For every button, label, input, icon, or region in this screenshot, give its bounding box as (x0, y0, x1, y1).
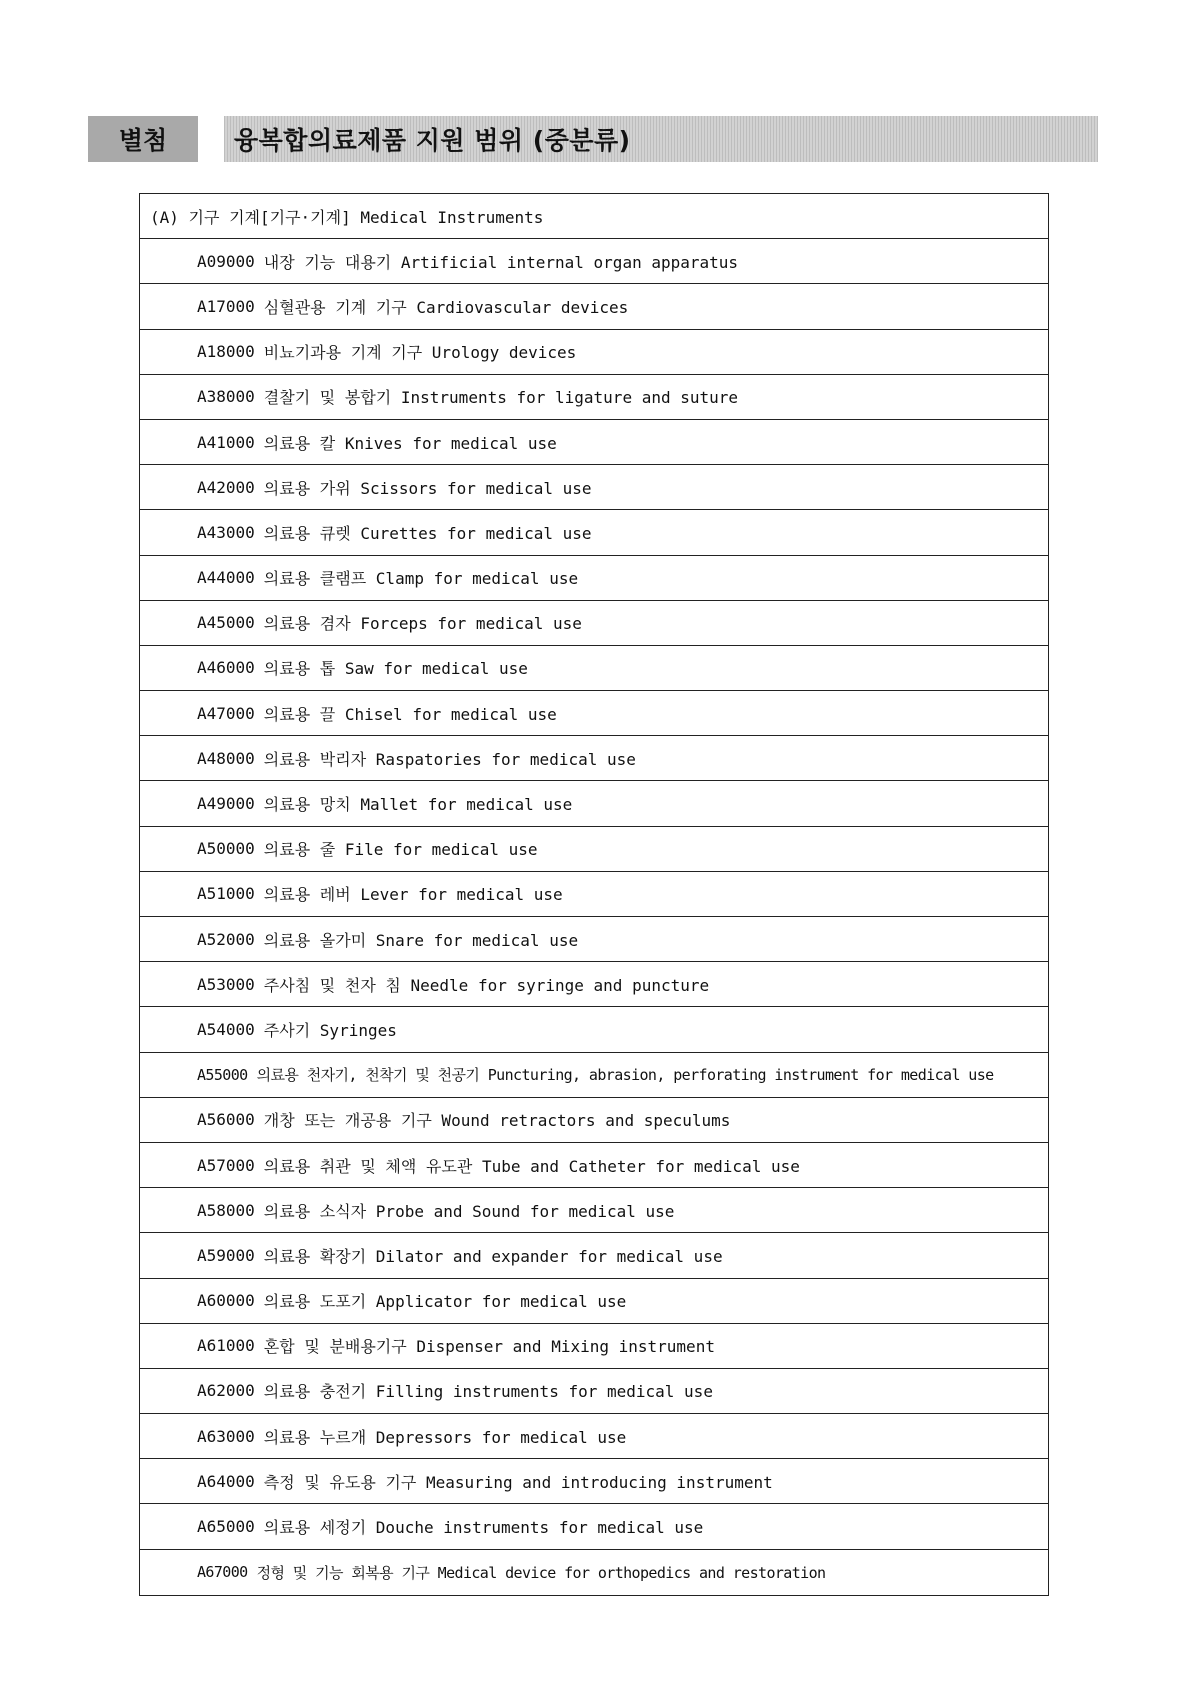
item-code: A41000 (197, 432, 255, 452)
item-label: 측정 및 유도용 기구 Measuring and introducing instrument (263, 1472, 773, 1492)
item-label: 의료용 천자기, 천착기 및 천공기 Puncturing, abrasion, perforating instrument for medical use (256, 1066, 994, 1085)
item-code: A59000 (197, 1245, 255, 1265)
item-code: A17000 (197, 296, 255, 316)
item-label: 의료용 박리자 Raspatories for medical use (263, 749, 636, 769)
item-label: 의료용 소식자 Probe and Sound for medical use (263, 1201, 675, 1221)
item-code: A38000 (197, 387, 255, 407)
table-row (140, 601, 1048, 646)
item-label: 의료용 충전기 Filling instruments for medical use (263, 1382, 713, 1402)
item-label: 의료용 확장기 Dilator and expander for medical use (263, 1246, 723, 1266)
item-code: A49000 (197, 794, 255, 814)
table-row (140, 1279, 1048, 1324)
item-label: 의료용 누르개 Depressors for medical use (263, 1427, 627, 1447)
table-row (140, 827, 1048, 872)
item-label: 의료용 취관 및 체액 유도관 Tube and Catheter for medical use (263, 1156, 800, 1176)
item-label: 주사침 및 천자 침 Needle for syringe and puncture (263, 975, 710, 995)
item-code: A61000 (197, 1336, 255, 1356)
item-code: A45000 (197, 613, 255, 633)
table-row (140, 420, 1048, 465)
item-code: A64000 (197, 1471, 255, 1491)
item-label: 혼합 및 분배용기구 Dispenser and Mixing instrument (263, 1337, 715, 1357)
item-label: 의료용 클램프 Clamp for medical use (263, 569, 579, 589)
item-label: 개창 또는 개공용 기구 Wound retractors and speculums (263, 1111, 731, 1131)
item-code: A65000 (197, 1517, 255, 1537)
item-code: A18000 (197, 342, 255, 362)
item-label: 의료용 올가미 Snare for medical use (263, 930, 579, 950)
table-row (140, 1233, 1048, 1278)
item-code: A48000 (197, 748, 255, 768)
item-label: 의료용 세정기 Douche instruments for medical use (263, 1518, 704, 1538)
table-row (140, 646, 1048, 691)
item-label: 의료용 큐렛 Curettes for medical use (263, 523, 592, 543)
item-label: 내장 기능 대용기 Artificial internal organ apparatus (263, 252, 739, 272)
table-row (140, 1188, 1048, 1233)
item-code: A63000 (197, 1426, 255, 1446)
attachment-tag: 별첨 (88, 116, 198, 162)
item-label: 결찰기 및 봉합기 Instruments for ligature and suture (263, 388, 739, 408)
table-row (140, 556, 1048, 601)
attachment-header (88, 116, 1098, 162)
item-code: A42000 (197, 477, 255, 497)
table-row (140, 465, 1048, 510)
table-row (140, 781, 1048, 826)
table-row (140, 330, 1048, 375)
table-row (140, 1007, 1048, 1052)
item-label: 의료용 겸자 Forceps for medical use (263, 614, 582, 634)
table-row (140, 691, 1048, 736)
item-code: A57000 (197, 1155, 255, 1175)
table-row (140, 962, 1048, 1007)
item-label: 의료용 도포기 Applicator for medical use (263, 1292, 627, 1312)
table-row (140, 872, 1048, 917)
item-label: 비뇨기과용 기계 기구 Urology devices (263, 343, 577, 363)
item-code: A56000 (197, 1110, 255, 1130)
item-code: A60000 (197, 1291, 255, 1311)
item-label: 의료용 줄 File for medical use (263, 840, 538, 860)
item-label: 주사기 Syringes (263, 1020, 397, 1040)
item-label: 의료용 톱 Saw for medical use (263, 659, 528, 679)
table-row (140, 736, 1048, 781)
table-row (140, 375, 1048, 420)
table-row (140, 1459, 1048, 1504)
item-code: A52000 (197, 929, 255, 949)
table-row (140, 1414, 1048, 1459)
table-row (140, 1143, 1048, 1188)
table-row (140, 1369, 1048, 1414)
item-code: A54000 (197, 1019, 255, 1039)
item-label: 의료용 가위 Scissors for medical use (263, 478, 592, 498)
table-row (140, 1324, 1048, 1369)
classification-table (139, 193, 1049, 1596)
item-label: 의료용 레버 Lever for medical use (263, 885, 563, 905)
table-row (140, 1550, 1048, 1595)
item-code: A43000 (197, 522, 255, 542)
table-row (140, 1053, 1048, 1098)
table-row (140, 1098, 1048, 1143)
item-code: A50000 (197, 839, 255, 859)
item-label: 의료용 칼 Knives for medical use (263, 433, 557, 453)
item-code: A53000 (197, 974, 255, 994)
item-code: A44000 (197, 568, 255, 588)
table-row (140, 239, 1048, 284)
table-row (140, 917, 1048, 962)
page-title: 융복합의료제품 지원 범위 (중분류) (234, 126, 631, 155)
item-label: 의료용 망치 Mallet for medical use (263, 795, 573, 815)
category-heading: (A) 기구 기계[기구·기계] Medical Instruments (140, 194, 1048, 239)
item-code: A67000 (197, 1563, 248, 1582)
item-code: A09000 (197, 251, 255, 271)
item-label: 정형 및 기능 회복용 기구 Medical device for orthopedics and restoration (256, 1563, 826, 1582)
item-label: 의료용 끌 Chisel for medical use (263, 704, 557, 724)
item-code: A51000 (197, 884, 255, 904)
item-code: A62000 (197, 1381, 255, 1401)
item-code: A55000 (197, 1065, 248, 1084)
item-label: 심혈관용 기계 기구 Cardiovascular devices (263, 297, 629, 317)
item-code: A58000 (197, 1200, 255, 1220)
table-row (140, 510, 1048, 555)
table-row (140, 1504, 1048, 1549)
item-code: A47000 (197, 703, 255, 723)
item-code: A46000 (197, 658, 255, 678)
table-row (140, 284, 1048, 329)
title-banner (224, 116, 1098, 162)
